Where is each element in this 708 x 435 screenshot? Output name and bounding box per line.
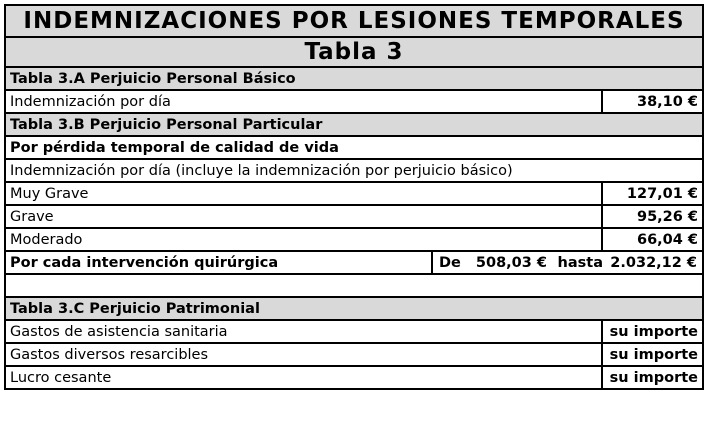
table-row <box>5 320 703 343</box>
title-row <box>5 5 703 37</box>
table-row <box>5 228 703 251</box>
surgery-to-value: 2.032,12 € <box>610 254 697 271</box>
row-value: su importe <box>602 343 703 366</box>
spacer-cell <box>5 274 703 297</box>
compensation-table <box>4 4 704 390</box>
table-row <box>5 366 703 389</box>
surgery-from-value: 508,03 € <box>475 254 547 271</box>
section-b-subheader: Por pérdida temporal de calidad de vida <box>5 136 703 159</box>
subtitle-row <box>5 37 703 67</box>
compensation-table-container <box>4 4 702 390</box>
surgery-range <box>432 251 703 274</box>
row-value: 127,01 € <box>602 182 703 205</box>
section-b-header: Tabla 3.B Perjuicio Personal Particular <box>5 113 703 136</box>
table-title: INDEMNIZACIONES POR LESIONES TEMPORALES <box>5 5 703 37</box>
table-row <box>5 182 703 205</box>
surgery-from-word: De <box>439 254 461 271</box>
section-c-header-row <box>5 297 703 320</box>
row-label: Lucro cesante <box>5 366 602 389</box>
table-row <box>5 90 703 113</box>
spacer-row <box>5 274 703 297</box>
row-value: 95,26 € <box>602 205 703 228</box>
section-a-header-row <box>5 67 703 90</box>
table-subtitle: Tabla 3 <box>5 37 703 67</box>
row-value: 66,04 € <box>602 228 703 251</box>
row-value: su importe <box>602 366 703 389</box>
section-b-note: Indemnización por día (incluye la indemnización por perjuicio básico) <box>5 159 703 182</box>
surgery-label: Por cada intervención quirúrgica <box>5 251 432 274</box>
row-label: Grave <box>5 205 602 228</box>
row-label: Gastos de asistencia sanitaria <box>5 320 602 343</box>
table-row <box>5 343 703 366</box>
row-label: Muy Grave <box>5 182 602 205</box>
table-row <box>5 205 703 228</box>
row-label: Indemnización por día <box>5 90 602 113</box>
row-label: Gastos diversos resarcibles <box>5 343 602 366</box>
section-a-header: Tabla 3.A Perjuicio Personal Básico <box>5 67 703 90</box>
row-value: su importe <box>602 320 703 343</box>
row-label: Moderado <box>5 228 602 251</box>
surgery-to-word: hasta <box>557 254 603 271</box>
section-b-header-row <box>5 113 703 136</box>
section-b-note-row <box>5 159 703 182</box>
section-b-subheader-row <box>5 136 703 159</box>
surgery-row <box>5 251 703 274</box>
row-value: 38,10 € <box>602 90 703 113</box>
section-c-header: Tabla 3.C Perjuicio Patrimonial <box>5 297 703 320</box>
